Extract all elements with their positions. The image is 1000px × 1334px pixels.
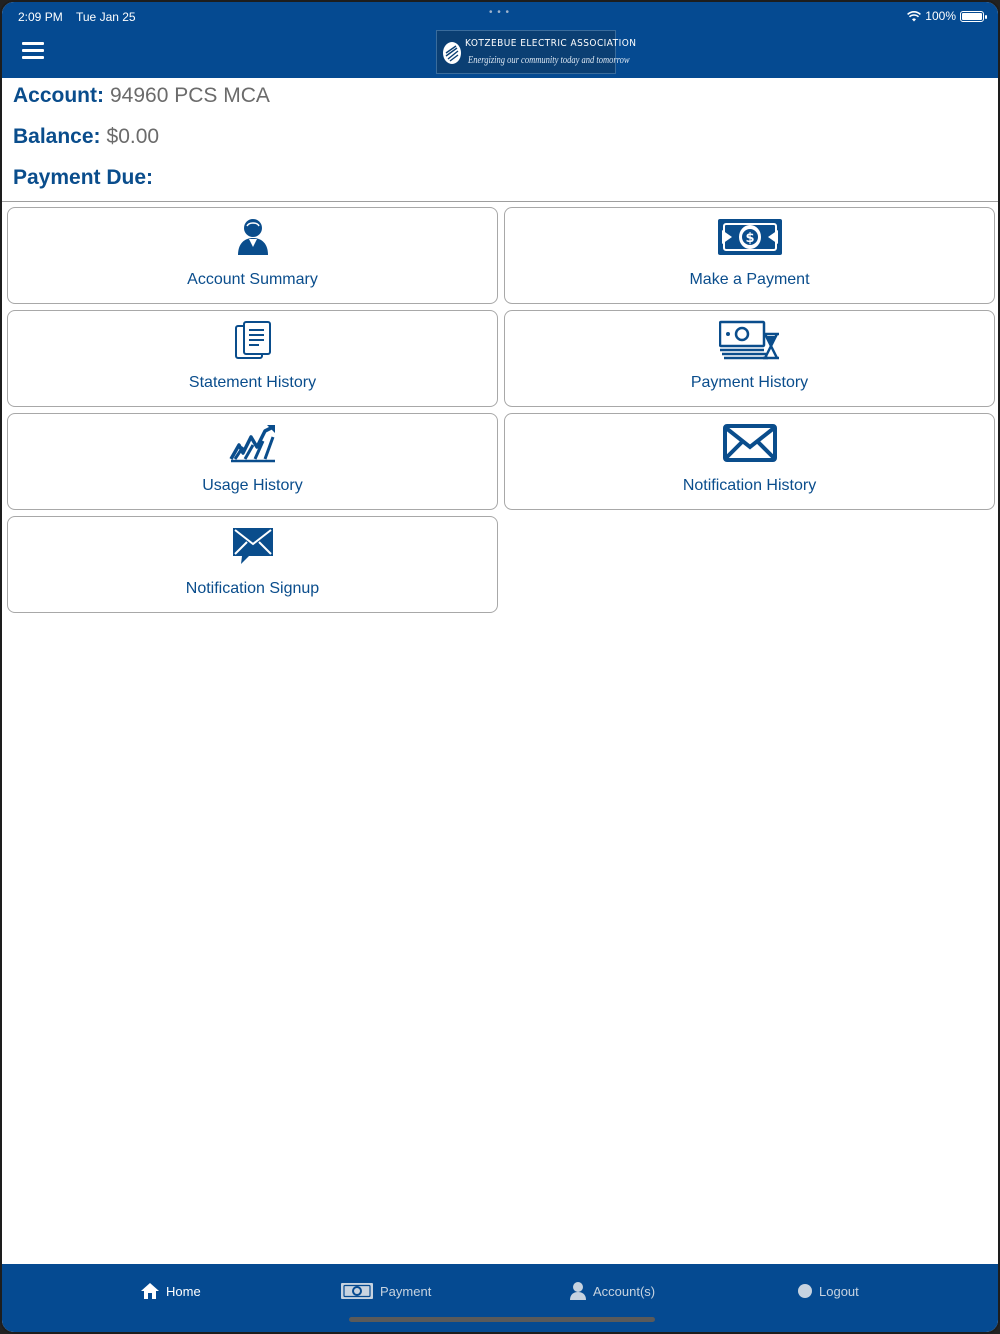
status-right — [907, 9, 984, 23]
logo-company-name: KOTZEBUE ELECTRIC ASSOCIATION — [465, 38, 637, 49]
wifi-icon — [907, 11, 921, 22]
notification-signup-label: Notification Signup — [185, 580, 320, 597]
usage-history-button[interactable] — [7, 413, 498, 510]
payment-history-label: Payment History — [690, 374, 809, 391]
money-hourglass-icon — [719, 319, 781, 361]
home-icon — [140, 1282, 160, 1300]
balance-row — [13, 125, 159, 149]
balance-label: Balance: — [13, 125, 101, 148]
status-date: Tue Jan 25 — [76, 10, 136, 24]
logout-icon — [797, 1283, 813, 1299]
chat-envelope-icon — [231, 525, 275, 567]
account-label: Account: — [13, 84, 104, 107]
payment-history-button[interactable] — [504, 310, 995, 407]
account-summary-label: Account Summary — [187, 271, 318, 288]
logo-tagline: Energizing our community today and tomorrow — [468, 55, 630, 66]
balance-value: $0.00 — [106, 125, 160, 148]
payment-due-label: Payment Due: — [13, 166, 154, 189]
multitask-dots[interactable]: • • • — [489, 7, 511, 18]
chart-trend-icon — [229, 422, 277, 464]
tab-logout[interactable] — [797, 1276, 859, 1306]
envelope-icon — [723, 422, 777, 464]
account-summary-button[interactable] — [7, 207, 498, 304]
bottom-tab-bar — [2, 1264, 998, 1332]
tab-accounts-label: Account(s) — [593, 1283, 656, 1299]
make-payment-label: Make a Payment — [689, 271, 810, 288]
user-icon — [569, 1281, 587, 1301]
status-time: 2:09 PM — [18, 10, 63, 24]
svg-text:$: $ — [744, 231, 755, 246]
tab-home[interactable] — [140, 1276, 201, 1306]
company-logo — [436, 30, 637, 74]
battery-percent: 100% — [925, 9, 956, 23]
notification-signup-button[interactable] — [7, 516, 498, 613]
money-icon — [340, 1282, 374, 1300]
account-value: 94960 PCS MCA — [110, 84, 270, 107]
statement-history-label: Statement History — [188, 374, 317, 391]
account-info-panel — [2, 78, 998, 202]
battery-icon — [960, 11, 984, 22]
home-indicator[interactable] — [349, 1317, 655, 1322]
hamburger-menu-icon[interactable] — [22, 42, 46, 60]
user-icon — [235, 216, 271, 258]
tab-payment[interactable] — [340, 1276, 431, 1306]
top-header — [2, 2, 998, 78]
account-row — [13, 84, 270, 108]
logo-emblem-icon — [442, 41, 462, 65]
notification-history-label: Notification History — [682, 477, 817, 494]
tab-logout-label: Logout — [819, 1283, 859, 1299]
usage-history-label: Usage History — [202, 477, 303, 494]
payment-due-row — [13, 166, 153, 190]
statement-history-button[interactable] — [7, 310, 498, 407]
make-payment-button[interactable] — [504, 207, 995, 304]
dollar-bill-icon — [717, 216, 783, 258]
status-bar — [2, 2, 998, 30]
notification-history-button[interactable] — [504, 413, 995, 510]
tab-home-label: Home — [166, 1283, 201, 1299]
tab-payment-label: Payment — [380, 1283, 432, 1299]
tab-accounts[interactable] — [569, 1276, 655, 1306]
documents-icon — [233, 319, 273, 361]
